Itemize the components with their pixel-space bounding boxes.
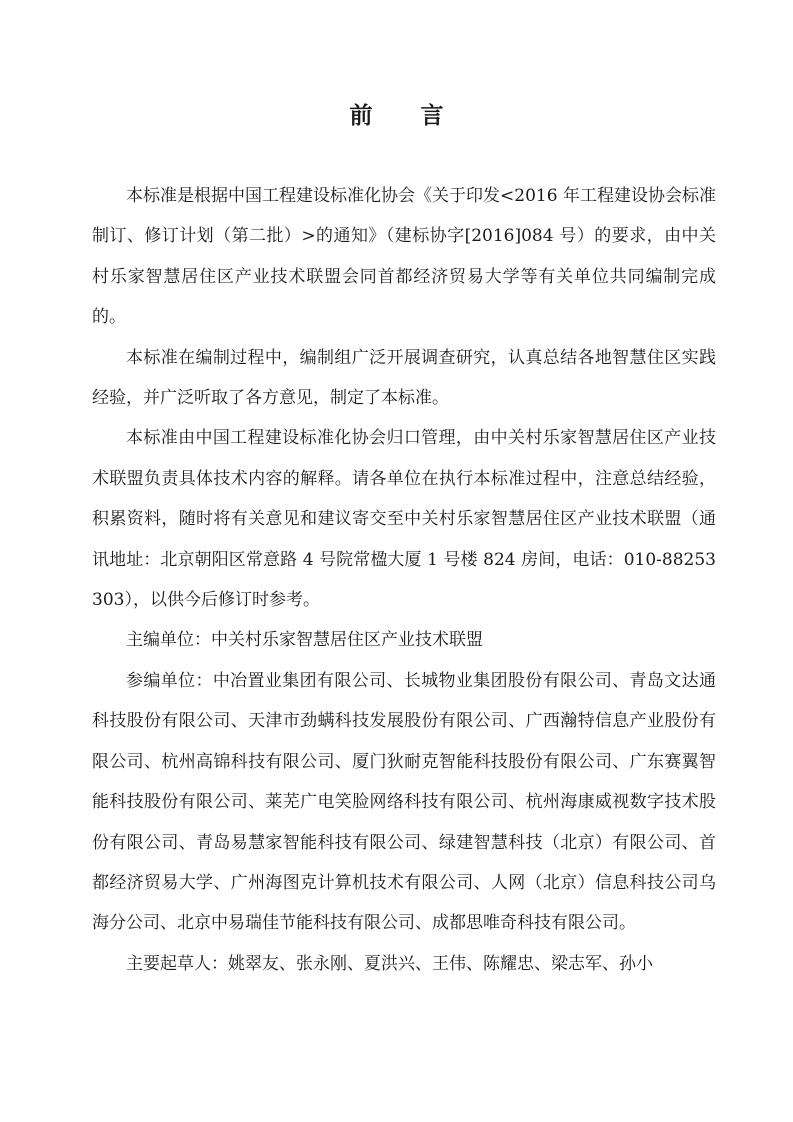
paragraph-origin: 本标准是根据中国工程建设标准化协会《关于印发<2016 年工程建设协会标准制订、修订计划（第二批）>的通知》（建标协字[2016]084 号）的要求，由中关村乐家智慧居住区产业技术联盟会同首都经济贸易大学等有关单位共同编制完成的。 [92,186,716,328]
page-title: 前 言 [349,102,464,129]
preface-body [92,176,716,984]
paragraph-chief-editor: 主编单位：中关村乐家智慧居住区产业技术联盟 [126,630,483,651]
paragraph-management: 本标准由中国工程建设标准化协会归口管理，由中关村乐家智慧居住区产业技术联盟负责具体技术内容的解释。请各单位在执行本标准过程中，注意总结经验，积累资料，随时将有关意见和建议寄交至中关村乐家智慧居住区产业技术联盟（通讯地址：北京朝阳区常意路 4 号院常楹大厦 1 号楼 824 房间，电话：010-88253303），以供今后修订时参考。 [92,428,716,611]
paragraph-drafters: 主要起草人：姚翠友、张永刚、夏洪兴、王伟、陈耀忠、梁志军、孙小 [126,953,653,974]
paragraph-process: 本标准在编制过程中，编制组广泛开展调查研究，认真总结各地智慧住区实践经验，并广泛听取了各方意见，制定了本标准。 [92,347,716,409]
paragraph-participating-units: 参编单位：中冶置业集团有限公司、长城物业集团股份有限公司、青岛文达通科技股份有限公司、天津市劲螨科技发展股份有限公司、广西瀚特信息产业股份有限公司、杭州高锦科技有限公司、厦门狄耐克智能科技股份有限公司、广东赛翼智能科技股份有限公司、莱芜广电笑脸网络科技有限公司、杭州海康威视数字技术股份有限公司、青岛易慧家智能科技有限公司、绿建智慧科技（北京）有限公司、首都经济贸易大学、广州海图克计算机技术有限公司、人网（北京）信息科技公司乌海分公司、北京中易瑞佳节能科技有限公司、成都思唯奇科技有限公司。 [92,670,716,934]
